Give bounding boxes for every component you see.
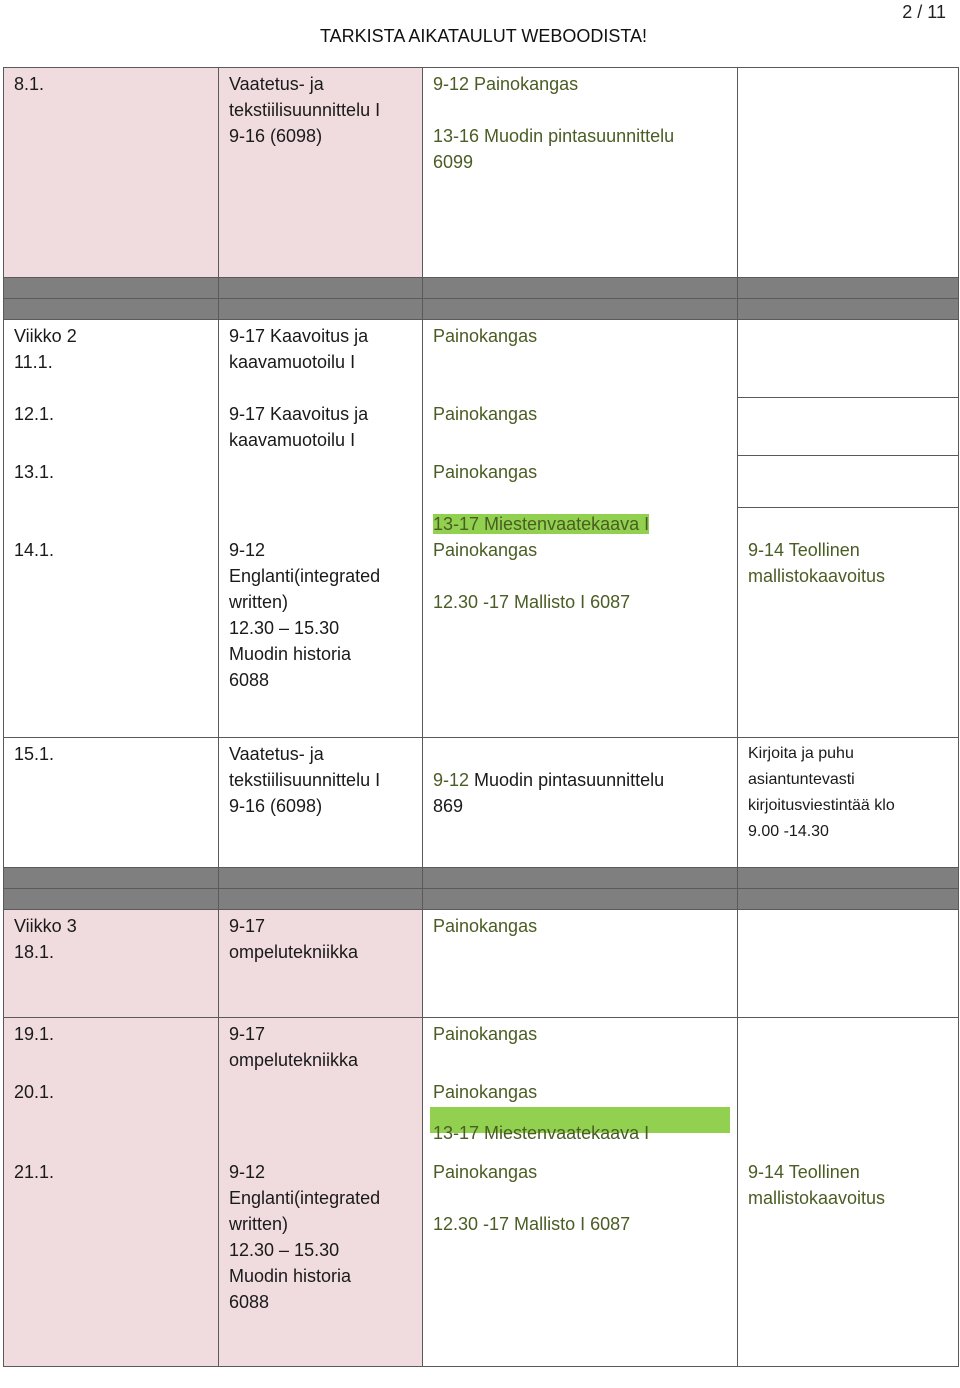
course-cell: 9-17 Kaavoitus ja kaavamuotoilu I [219,398,423,456]
date-cell: Viikko 3 18.1. [4,910,219,1018]
date-cell: 15.1. [4,738,219,868]
table-row [4,68,959,278]
table-row [4,1076,959,1156]
location-cell: 13-17 Miestenvaatekaava I Painokangas 12.30 -17 Mallisto I 6087 [423,508,738,738]
extra-cell [738,320,959,398]
location-cell: Painokangas [423,456,738,508]
date-cell: 20.1. [4,1076,219,1156]
extra-cell [738,68,959,278]
location-cell: Painokangas [423,910,738,1018]
table-row [4,910,959,1018]
date-cell: 21.1. [4,1156,219,1366]
location-cell: 9-12 Muodin pintasuunnittelu 869 [423,738,738,868]
date-cell: 8.1. [4,68,219,278]
highlight-label: 13-17 Miestenvaatekaava I [433,1123,650,1143]
location-cell: Painokangas [423,320,738,398]
table-row [4,738,959,868]
table-row [4,456,959,508]
schedule-table [3,67,959,1367]
extra-cell [738,910,959,1018]
date-cell: 19.1. [4,1018,219,1077]
date-cell: 12.1. [4,398,219,456]
course-cell: 9-17 Kaavoitus ja kaavamuotoilu I [219,320,423,398]
location-cell: Painokangas [423,398,738,456]
course-cell [219,1076,423,1156]
extra-cell: Kirjoita ja puhu asiantuntevasti kirjoitusviestintää klo 9.00 -14.30 [738,738,959,868]
week-separator [4,299,959,320]
course-cell [219,456,423,508]
week-separator [4,278,959,299]
date-cell: 14.1. [4,508,219,738]
course-cell: 9-12 Englanti(integrated written) 12.30 – 15.30 Muodin historia 6088 [219,508,423,738]
location-cell: Painokangas [423,1018,738,1077]
banner-title: TARKISTA AIKATAULUT WEBOODISTA! [320,26,648,46]
date-cell: Viikko 2 11.1. [4,320,219,398]
course-cell: Vaatetus- ja tekstiilisuunnittelu I 9-16 (6098) [219,68,423,278]
table-row [4,320,959,398]
location-cell: Painokangas 13-17 Miestenvaatekaava I [423,1076,738,1156]
extra-cell [738,456,959,508]
course-cell: 9-17 ompelutekniikka [219,1018,423,1077]
table-row [4,1018,959,1077]
course-cell: 9-17 ompelutekniikka [219,910,423,1018]
extra-cell: 9-14 Teollinen mallistokaavoitus [738,1156,959,1366]
date-cell: 13.1. [4,456,219,508]
table-row [4,398,959,456]
extra-cell [738,1076,959,1156]
extra-cell [738,1018,959,1077]
location-cell: Painokangas 12.30 -17 Mallisto I 6087 [423,1156,738,1366]
table-row [4,1156,959,1366]
course-cell: 9-12 Englanti(integrated written) 12.30 – 15.30 Muodin historia 6088 [219,1156,423,1366]
week-separator [4,868,959,889]
page-number: 2 / 11 [902,2,946,22]
highlight-label: 13-17 Miestenvaatekaava I [433,513,650,534]
table-row [4,508,959,738]
extra-cell [738,398,959,456]
course-cell: Vaatetus- ja tekstiilisuunnittelu I 9-16 (6098) [219,738,423,868]
extra-cell: 9-14 Teollinen mallistokaavoitus [738,508,959,738]
location-cell: 9-12 Painokangas 13-16 Muodin pintasuunnittelu 6099 [423,68,738,278]
week-separator [4,889,959,910]
